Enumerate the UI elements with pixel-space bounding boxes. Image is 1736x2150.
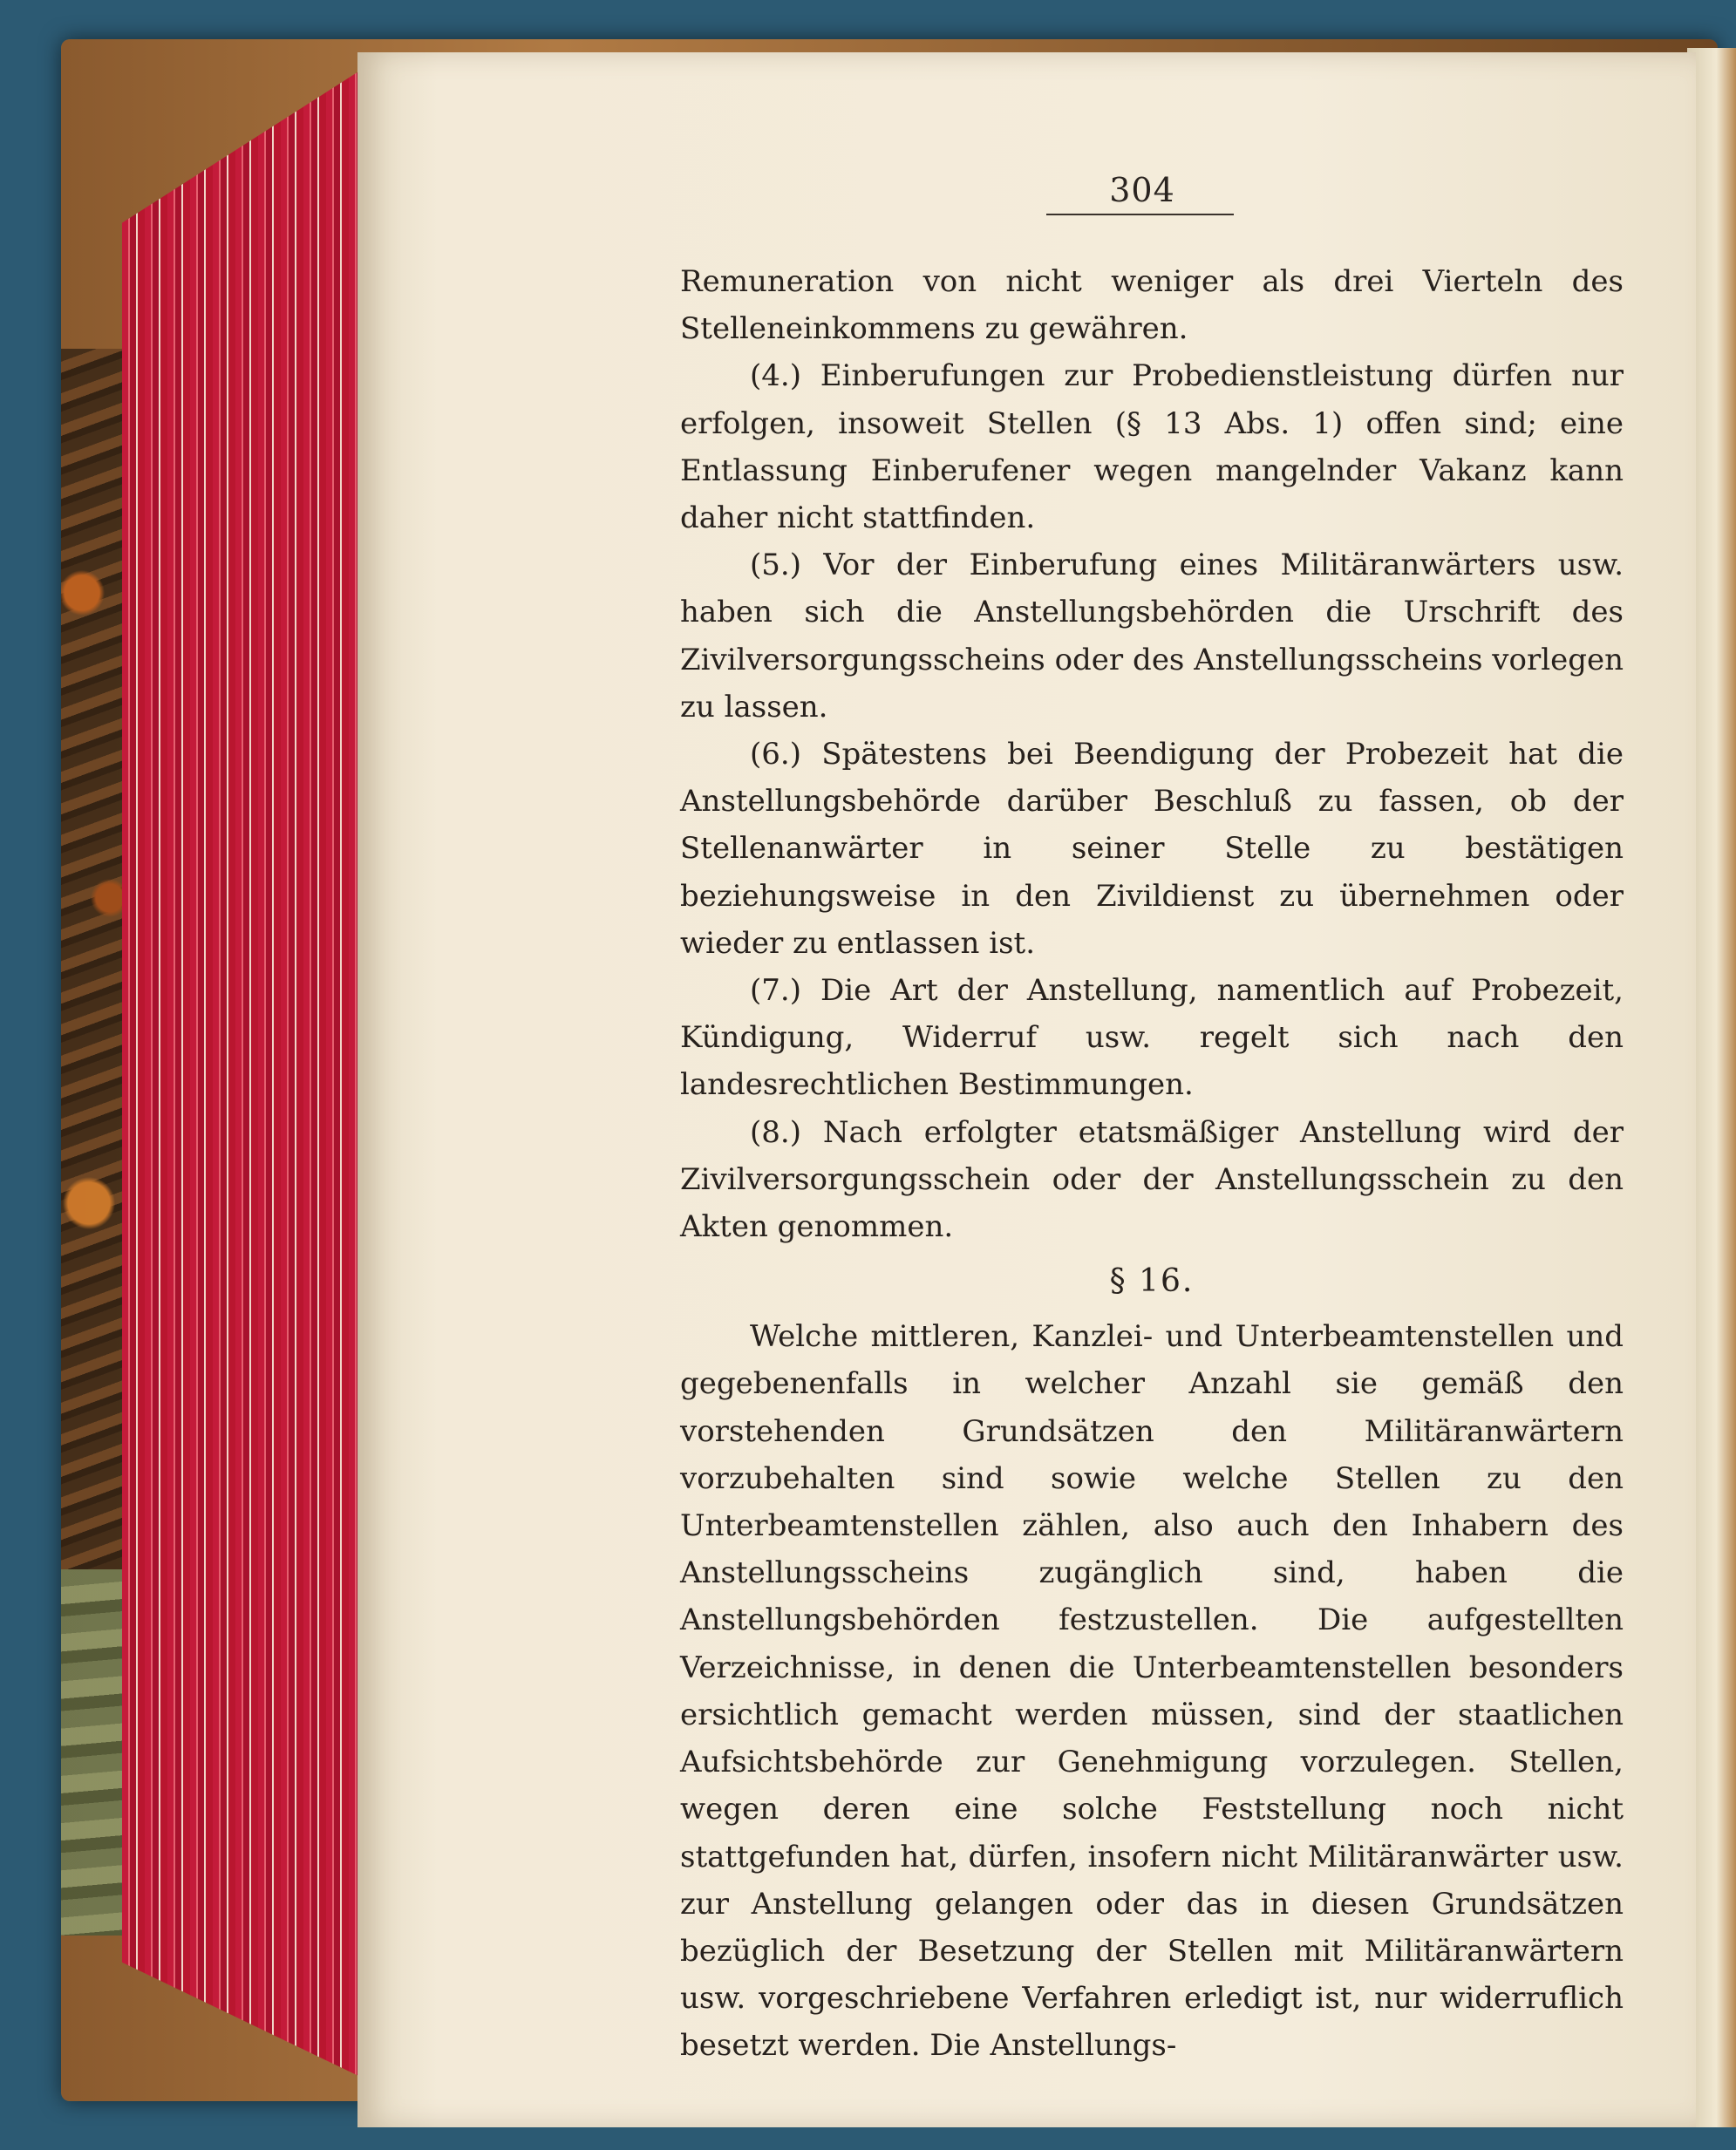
section-heading: § 16. <box>1109 1263 1195 1300</box>
section-16-paragraph: Welche mittleren, Kanzlei- und Unterbeamtenstellen und gegebenenfalls in welcher Anzahl sie gemäß den vorstehenden Grundsätzen den Militäranwärtern vorzubehalten sind sowie welche Stellen zu den Unterbeamtenstellen zählen, also auch den Inhabern des Anstellungsscheins zugänglich sind, haben die Anstellungsbehörden festzustellen. Die aufgestellten Verzeichnisse, in denen die Unterbeamtenstellen besonders ersichtlich gemacht werden müssen, sind der staatlichen Aufsichtsbehörde zur Genehmigung vorzulegen. Stellen, wegen deren eine solche Feststellung noch nicht stattgefunden hat, dürfen, insofern nicht Militäranwärter usw. zur Anstellung gelangen oder das in diesen Grundsätzen bezüglich der Besetzung der Stellen mit Militäranwärtern usw. vorgeschriebene Verfahren erledigt ist, nur widerruflich besetzt werden. Die Anstellungs- <box>680 1319 1624 2064</box>
spine-lower-panel <box>61 1569 131 1936</box>
paragraph-8: (8.) Nach erfolgter etatsmäßiger Anstellung wird der Zivilversorgungsschein oder der Anstellungsschein zu den Akten genommen. <box>680 1114 1624 1245</box>
page-number: 304 <box>1109 171 1175 209</box>
paragraph-4: (4.) Einberufungen zur Probedienstleistung dürfen nur erfolgen, insoweit Stellen (§ 13 Abs. 1) offen sind; eine Entlassung Einberufener wegen mangelnder Vakanz kann daher nicht stattfinden. <box>680 358 1624 536</box>
page-number-rule <box>1046 214 1234 215</box>
paragraph-6: (6.) Spätestens bei Beendigung der Probezeit hat die Anstellungsbehörde darüber Beschluß zu fassen, ob der Stellenanwärter in seiner Stelle zu bestätigen beziehungsweise in den Zivildienst zu übernehmen oder wieder zu entlassen ist. <box>680 737 1624 961</box>
body-text <box>680 258 1624 2070</box>
paragraph-continuation: Remuneration von nicht weniger als drei Vierteln des Stelleneinkommens zu gewähren. <box>680 264 1624 347</box>
red-page-edges <box>122 61 375 2084</box>
paragraph-5: (5.) Vor der Einberufung eines Militäranwärters usw. haben sich die Anstellungsbehörden die Urschrift des Zivilversorgungsscheins oder des Anstellungsscheins vorlegen zu lassen. <box>680 548 1624 725</box>
paragraph-7: (7.) Die Art der Anstellung, namentlich auf Probezeit, Kündigung, Widerruf usw. regelt sich nach den landesrechtlichen Bestimmungen. <box>680 973 1624 1103</box>
marbled-spine <box>61 349 131 1569</box>
